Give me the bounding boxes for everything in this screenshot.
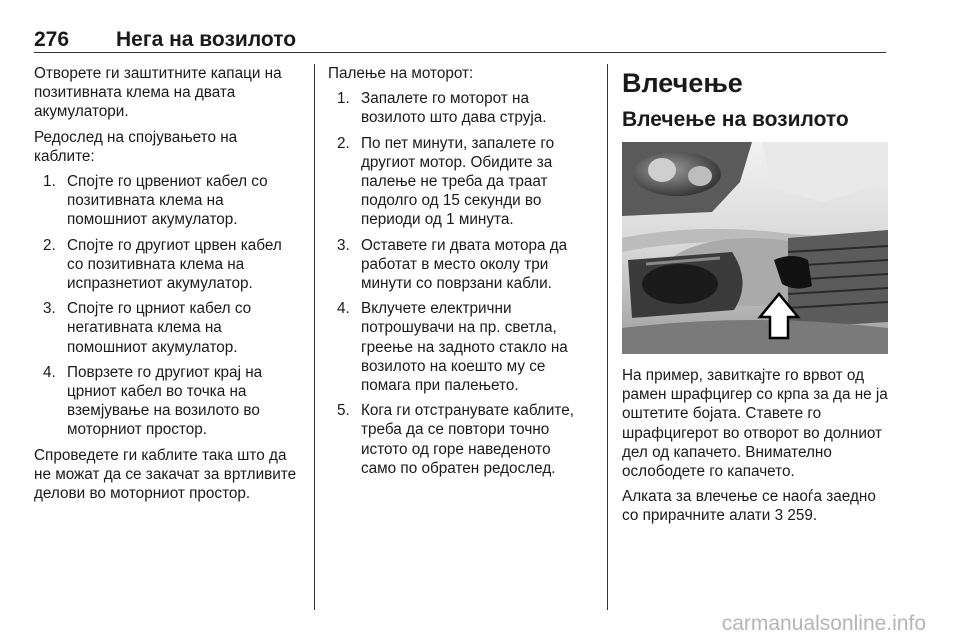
chapter-title: Нега на возилото: [116, 28, 297, 51]
page-number: 276: [34, 28, 70, 51]
list-item: [328, 89, 590, 127]
list-item: [328, 236, 590, 294]
paragraph: [622, 487, 890, 525]
column-divider: [607, 64, 608, 610]
paragraph: Редослед на спојувањето на каблите:: [34, 128, 238, 165]
list-item: [34, 299, 300, 357]
list-item: [328, 299, 590, 395]
page-header: [34, 28, 886, 54]
paragraph: На пример, завиткајте го врвот од рамен шрафцигер со крпа за да не ја оштетите бојата. Ставете го шрафцигерот во отворот во долниот дел од капачето. Внимателно ослободете го капачето.: [622, 367, 888, 481]
paragraph: Отворете ги заштитните капаци на позитивната клема на двата акумулатори.: [34, 65, 282, 121]
column-right: [622, 64, 890, 532]
header-rule: [34, 52, 886, 53]
list-item: [34, 236, 300, 294]
list-item: [34, 363, 300, 440]
towing-eye-cover-photo: [622, 142, 888, 354]
start-steps-list: [328, 89, 590, 478]
step-text: Вклучете електрични потрошувачи на пр. светла, греење на задното стакло на возилото на коешто му се помага при палењето.: [361, 300, 568, 395]
column-left: [34, 64, 300, 509]
step-number: 3.: [337, 236, 350, 254]
step-text: По пет минути, запалете го другиот мотор. Обидите за палење не треба да траат подолго од 15 секунди во периоди од 1 минута.: [361, 134, 555, 229]
step-number: 1.: [43, 173, 56, 191]
connection-steps-list: [34, 172, 300, 440]
paragraph: Палење на моторот:: [328, 65, 474, 82]
step-text: Кога ги отстранувате каблите, треба да се повтори точно истото од горе наведеното само по обратен редослед.: [361, 402, 574, 477]
step-number: 2.: [337, 134, 350, 152]
step-number: 5.: [337, 402, 350, 420]
paragraph-text: Алката за влечење се наоѓа заедно со прирачните алати: [622, 488, 876, 525]
step-number: 4.: [43, 363, 56, 381]
step-number: 2.: [43, 236, 56, 254]
paragraph: Спроведете ги каблите така што да не можат да се закачат за вртливите делови во моторниот простор.: [34, 446, 297, 503]
step-number: 3.: [43, 300, 56, 318]
column-divider: [314, 64, 315, 610]
column-middle: [328, 64, 590, 484]
page-reference[interactable]: 259.: [787, 507, 818, 525]
step-number: 1.: [337, 90, 350, 108]
step-text: Запалете го моторот на возилото што дава струја.: [361, 90, 547, 127]
step-text: Спојте го црниот кабел со негативната клема на помошниот акумулатор.: [67, 300, 252, 356]
step-text: Спојте го црвениот кабел со позитивната клема на помошниот акумулатор.: [67, 173, 268, 229]
watermark: carmanualsonline.info: [721, 612, 926, 635]
step-text: Спојте го другиот црвен кабел со позитивната клема на испразнетиот акумулатор.: [67, 236, 282, 293]
list-item: [328, 401, 590, 478]
arrow-reference-icon: 3: [774, 507, 784, 525]
list-item: [328, 134, 590, 230]
list-item: [34, 172, 300, 230]
subsection-title: Влечење на возилото: [622, 108, 849, 131]
section-title: Влечење: [622, 68, 743, 98]
step-text: Поврзете го другиот крај на црниот кабел во точка на вземјување на возилото во моторниот простор.: [67, 363, 263, 439]
step-text: Оставете ги двата мотора да работат в место околу три минути со поврзани кабли.: [361, 236, 568, 293]
step-number: 4.: [337, 300, 350, 318]
